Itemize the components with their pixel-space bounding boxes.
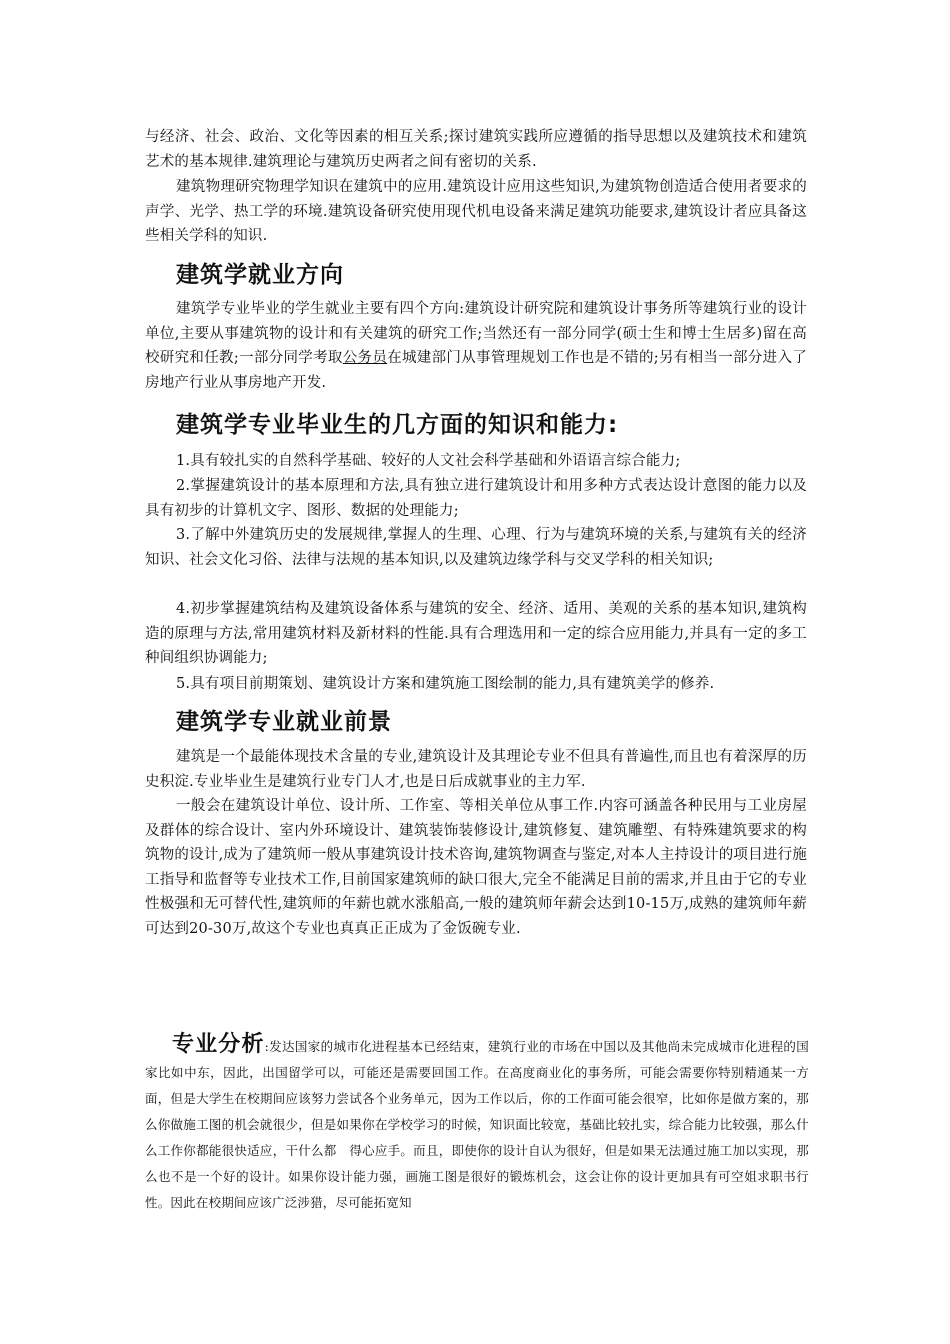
prospects-paragraph-1: 建筑是一个最能体现技术含量的专业,建筑设计及其理论专业不但具有普遍性,而且也有着深厚的历史积淀.专业毕业生是建筑行业专门人才,也是日后成就事业的主力军. (145, 749, 807, 790)
employment-text-after: 在城建部门从事管理规划工作也是不错的;另有相当一部分进入了房地产行业从事房地产开发. (145, 350, 807, 391)
ability-item-5: 5.具有项目前期策划、建筑设计方案和建筑施工图绘制的能力,具有建筑美学的修养. (176, 676, 715, 692)
analysis-paragraph (145, 1032, 809, 1216)
ability-item-1: 1.具有较扎实的自然科学基础、较好的人文社会科学基础和外语语言综合能力; (176, 453, 681, 469)
ability-item-4: 4.初步掌握建筑结构及建筑设备体系与建筑的安全、经济、适用、美观的关系的基本知识,建筑构造的原理与方法,常用建筑材料及新材料的性能.具有合理选用和一定的综合应用能力,并具有一定的多工种间组织协调能力; (145, 601, 807, 666)
employment-heading: 建筑学就业方向 (176, 262, 344, 288)
ability-item-2: 2.掌握建筑设计的基本原理和方法,具有独立进行建筑设计和用多种方式表达设计意图的能力以及具有初步的计算机文字、图形、数据的处理能力; (145, 478, 807, 519)
civil-servant-link[interactable]: 公务员 (342, 350, 388, 366)
prospects-heading: 建筑学专业就业前景 (176, 709, 392, 735)
abilities-heading: 建筑学专业毕业生的几方面的知识和能力: (176, 412, 619, 438)
analysis-colon: : (264, 1039, 270, 1054)
employment-text-before: 建筑学专业毕业的学生就业主要有四个方向:建筑设计研究院和建筑设计事务所等建筑行业的设计单位,主要从事建筑物的设计和有关建筑的研究工作;当然还有一部分同学(硕士生和博士生居多)留在高校研究和任教;一部分同学考取 (145, 301, 807, 366)
ability-item-3: 3.了解中外建筑历史的发展规律,掌握人的生理、心理、行为与建筑环境的关系,与建筑有关的经济知识、社会文化习俗、法律与法规的基本知识,以及建筑边缘学科与交叉学科的相关知识; (145, 527, 807, 568)
intro-paragraph-2: 建筑物理研究物理学知识在建筑中的应用.建筑设计应用这些知识,为建筑物创造适合使用者要求的声学、光学、热工学的环境.建筑设备研究使用现代机电设备来满足建筑功能要求,建筑设计者应具备这些相关学科的知识. (145, 179, 807, 244)
analysis-text: 发达国家的城市化进程基本已经结束，建筑行业的市场在中国以及其他尚未完成城市化进程的国家比如中东，因此，出国留学可以，可能还是需要回国工作。在高度商业化的事务所，可能会需要你特别精通某一方面，但是大学生在校期间应该努力尝试各个业务单元，因为工作以后，你的工作面可能会很窄，比如你是做方案的，那么你做施工图的机会就很少，但是如果你在学校学习的时候，知识面比较宽，基础比较扎实，综合能力比较强，那么什么工作你都能很快适应，干什么都 得心应手。而且，即使你的设计自认为很好，但是如果无法通过施工加以实现，那么也不是一个好的设计。如果你设计能力强，画施工图是很好的锻炼机会，这会让你的设计更加具有可空姐求职书行性。因此在校期间应该广泛涉猎，尽可能拓宽知 (145, 1039, 809, 1210)
intro-paragraph-1: 与经济、社会、政治、文化等因素的相互关系;探讨建筑实践所应遵循的指导思想以及建筑技术和建筑艺术的基本规律.建筑理论与建筑历史两者之间有密切的关系. (145, 129, 807, 170)
analysis-heading: 专业分析 (172, 1032, 265, 1057)
employment-paragraph (145, 297, 807, 395)
prospects-paragraph-2: 一般会在建筑设计单位、设计所、工作室、等相关单位从事工作.内容可涵盖各种民用与工业房屋及群体的综合设计、室内外环境设计、建筑装饰装修设计,建筑修复、建筑雕塑、有特殊建筑要求的构筑物的设计,成为了建筑师一般从事建筑设计技术咨询,建筑物调查与鉴定,对本人主持设计的项目进行施工指导和监督等专业技术工作,目前国家建筑师的缺口很大,完全不能满足目前的需求,并且由于它的专业性极强和无可替代性,建筑师的年薪也就水涨船高,一般的建筑师年薪会达到10-15万,成熟的建筑师年薪可达到20-30万,故这个专业也真真正正成为了金饭碗专业. (145, 798, 807, 937)
